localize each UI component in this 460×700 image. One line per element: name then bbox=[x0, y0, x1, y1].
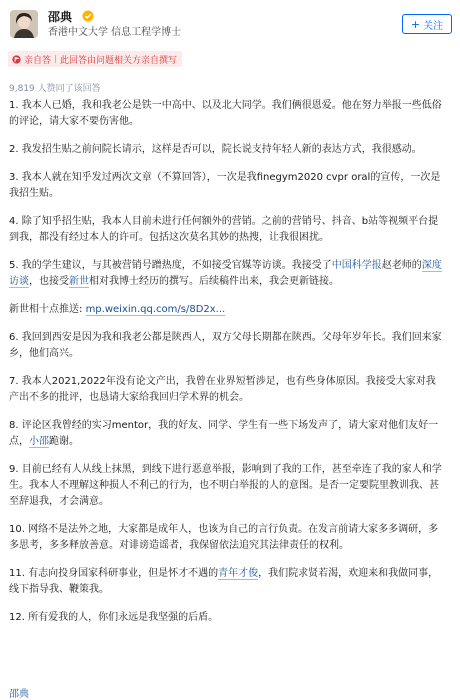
paragraph-6: 6. 我回到西安是因为我和我老公都是陕西人，双方父母长期都在陕西。父母年岁年长。我们回来家乡，他们高兴。 bbox=[9, 332, 442, 359]
paragraph-5-text-b: 赵老师的 bbox=[381, 260, 422, 271]
avatar-photo bbox=[10, 10, 38, 38]
paragraph-11 bbox=[9, 566, 445, 598]
tag-divider bbox=[55, 55, 56, 63]
paragraph-9: 9. 目前已经有人从线上抹黑，到线下进行恶意举报，影响到了我的工作，甚至牵连了我的家人和学生。我本人不理解这种损人不利己的行为，也不明白举报的人的意图。是否一定要院里教训我、甚至辞退我，才会满意。 bbox=[9, 464, 442, 507]
paragraph-12: 12. 所有爱我的人，你们永远是我坚强的后盾。 bbox=[9, 612, 219, 623]
red-flag-icon bbox=[12, 55, 21, 64]
plus-icon: + bbox=[410, 17, 421, 31]
paragraph-2: 2. 我发招生贴之前问院长请示，这样是否可以，院长说支持年轻人新的表达方式，我很感动。 bbox=[9, 144, 422, 155]
tag-description: 此回答由问题相关方亲自撰写 bbox=[60, 55, 178, 66]
paragraph-11-text-b: ，我们院求贤若渴，欢迎来和我做同事，线下指导我、鞭策我。 bbox=[9, 568, 439, 595]
answer-header bbox=[0, 0, 460, 48]
link-xiaoshao[interactable]: 小邵 bbox=[29, 436, 49, 447]
link-xinshi[interactable]: 新世 bbox=[69, 276, 89, 287]
link-in-depth-interview[interactable]: 深度访谈 bbox=[9, 260, 442, 287]
avatar[interactable] bbox=[10, 10, 38, 38]
paragraph-5-text-a: 5. 我的学生建议，与其被营销号蹭热度，不如接受官媒等访谈。我接受了 bbox=[9, 260, 332, 271]
link-china-science-daily[interactable]: 中国科学报 bbox=[331, 260, 382, 271]
paragraph-8 bbox=[9, 418, 445, 450]
next-author-name[interactable]: 邵典 bbox=[9, 689, 29, 700]
link-young-talent[interactable]: 青年才俊 bbox=[218, 568, 259, 579]
paragraph-5-text-c: ，也接受 bbox=[29, 276, 69, 287]
follow-button[interactable] bbox=[402, 14, 452, 34]
tag-title: 亲自答 bbox=[24, 55, 52, 66]
paragraph-3: 3. 我本人就在知乎发过两次文章（不算回答），一次是我finegym2020 cvpr oral的宣传，一次是我招生贴。 bbox=[9, 172, 441, 199]
paragraph-1: 1. 我本人已婚，我和我老公是铁一中高中、以及北大同学。我们俩很恩爱。他在努力举报一些低俗的评论，请大家不要伤害他。 bbox=[9, 100, 442, 127]
weixin-article-link[interactable]: mp.weixin.qq.com/s/8D2x... bbox=[85, 304, 226, 315]
follow-label: 关注 bbox=[423, 20, 444, 32]
answer-content bbox=[9, 98, 445, 636]
paragraph-4: 4. 除了知乎招生贴，我本人目前未进行任何额外的营销。之前的营销号、抖音、b站等视频平台提到我，都没有经过本人的许可。包括这次莫名其妙的热搜，让我很困扰。 bbox=[9, 216, 439, 243]
paragraph-push-link bbox=[9, 302, 445, 318]
paragraph-7: 7. 我本人2021,2022年没有论文产出，我曾在业界短暂涉足，也有些身体原因。我接受大家对我产出不多的批评，也恳请大家给我回归学术界的机会。 bbox=[9, 376, 436, 403]
paragraph-8-text-a: 8. 评论区我曾经的实习mentor，我的好友、同学、学生有一些下场发声了，请大家对他们友好一点， bbox=[9, 420, 439, 447]
paragraph-11-text-a: 11. 有志向投身国家科研事业，但是怀才不遇的 bbox=[9, 568, 219, 579]
paragraph-5 bbox=[9, 258, 445, 290]
paragraph-10: 10. 网络不是法外之地，大家都是成年人，也该为自己的言行负责。在发言前请大家多多调研，多多思考，多多释放善意。对诽谤造谣者，我保留依法追究其法律责任的权利。 bbox=[9, 524, 439, 551]
paragraph-8-text-b: 跪谢。 bbox=[49, 436, 79, 447]
self-answer-tag bbox=[8, 51, 182, 67]
verified-badge-icon bbox=[82, 10, 94, 22]
author-bio: 香港中文大学 信息工程学博士 bbox=[48, 27, 182, 38]
paragraph-5-text-d: 相对我博士经历的撰写。后续稿件出来，我会更新链接。 bbox=[89, 276, 339, 287]
author-name[interactable]: 邵典 bbox=[48, 10, 73, 24]
push-label: 新世相十点推送: bbox=[9, 304, 86, 315]
upvote-count: 9,819 人赞同了该回答 bbox=[9, 84, 101, 94]
